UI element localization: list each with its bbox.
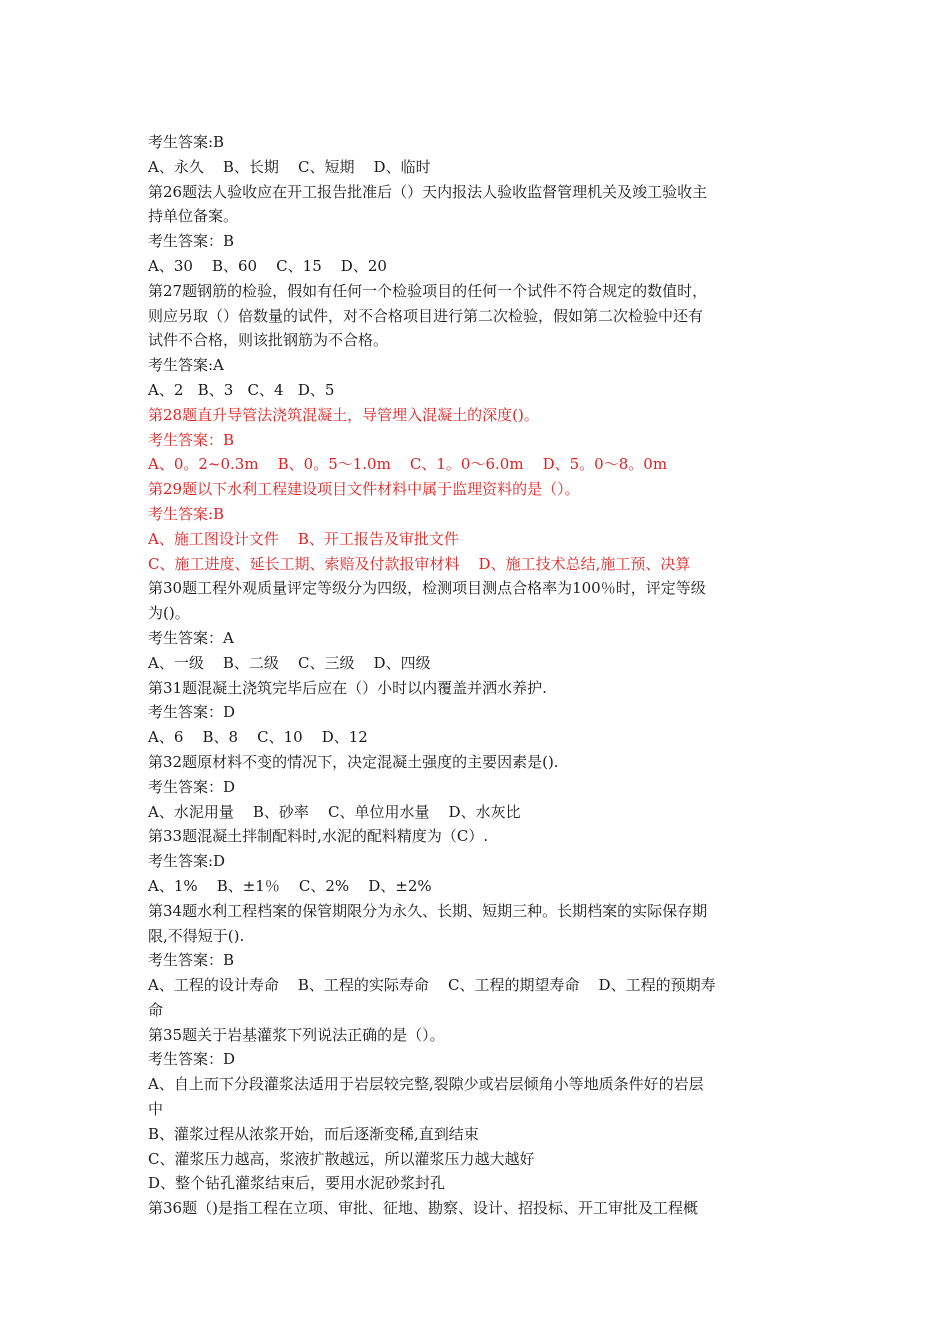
text-line: 试件不合格，则该批钢筋为不合格。 [148, 331, 389, 350]
text-line: 限,不得短于(). [148, 926, 245, 945]
text-line: 考生答案：D [148, 1050, 236, 1069]
text-line: 考生答案：D [148, 703, 236, 722]
text-line: B、灌浆过程从浓浆开始，而后逐渐变稀,直到结束 [148, 1124, 479, 1143]
text-line: 考生答案:B [148, 133, 225, 151]
text-line: A、施工图设计文件 B、开工报告及审批文件 [148, 529, 459, 548]
text-line: 考生答案：B [148, 430, 235, 449]
text-line: 第33题混凝土拌制配料时,水泥的配料精度为（C）. [148, 827, 489, 846]
text-line: 考生答案:A [148, 356, 224, 375]
text-line: A、6 B、8 C、10 D、12 [148, 728, 368, 747]
text-line: 考生答案:D [148, 852, 226, 871]
text-line: C、施工进度、延长工期、索赔及付款报审材料 D、施工技术总结,施工预、决算 [148, 554, 691, 573]
text-line: 考生答案：D [148, 777, 236, 796]
document-body [148, 130, 798, 1221]
text-line: 考生答案：B [148, 232, 235, 251]
text-line: A、30 B、60 C、15 D、20 [148, 256, 387, 275]
text-line: 第27题钢筋的检验，假如有任何一个检验项目的任何一个试件不符合规定的数值时， [148, 281, 708, 300]
text-line: A、水泥用量 B、砂率 C、单位用水量 D、水灰比 [148, 802, 521, 821]
text-line: A、自上而下分段灌浆法适用于岩层较完整,裂隙少或岩层倾角小等地质条件好的岩层 [148, 1075, 704, 1094]
text-line: 第31题混凝土浇筑完毕后应在（）小时以内覆盖并洒水养护. [148, 678, 547, 697]
text-line: 第36题（)是指工程在立项、审批、征地、勘察、设计、招投标、开工审批及工程概 [148, 1199, 698, 1218]
text-line: C、灌浆压力越高，浆液扩散越远，所以灌浆压力越大越好 [148, 1149, 535, 1168]
text-line: 命 [148, 1000, 164, 1019]
text-line: 考生答案:B [148, 504, 225, 523]
text-line: A、1% B、±1％ C、2% D、±2% [148, 876, 432, 895]
text-line: 则应另取（）倍数量的试件，对不合格项目进行第二次检验，假如第二次检验中还有 [148, 306, 704, 325]
text-line: 持单位备案。 [148, 207, 239, 226]
text-line: 第29题以下水利工程建设项目文件材料中属于监理资料的是（）。 [148, 480, 580, 499]
text-line: 中 [148, 1100, 164, 1119]
text-line: 第35题关于岩基灌浆下列说法正确的是（）。 [148, 1025, 445, 1044]
text-line: A、一级 B、二级 C、三级 D、四级 [148, 653, 431, 672]
text-line: 第34题水利工程档案的保管期限分为永久、长期、短期三种。长期档案的实际保存期 [148, 901, 708, 920]
text-line: 考生答案：B [148, 951, 235, 970]
text-line: A、永久 B、长期 C、短期 D、临时 [148, 157, 431, 176]
text-line: 第32题原材料不变的情况下，决定混凝土强度的主要因素是(). [148, 752, 559, 771]
text-line: 第26题法人验收应在开工报告批准后（）天内报法人验收监督管理机关及竣工验收主 [148, 182, 708, 201]
text-line: A、2 B、3 C、4 D、5 [148, 380, 335, 399]
text-line: 第30题工程外观质量评定等级分为四级，检测项目测点合格率为100％时，评定等级 [148, 579, 706, 598]
text-line: 考生答案：A [148, 628, 234, 647]
text-line: A、0。2~0.3m B、0。5～1.0m C、1。0～6.0m D、5。0～8。0m [148, 455, 668, 474]
text-line: 为()。 [148, 604, 190, 623]
text-line: 第28题直升导管法浇筑混凝土，导管埋入混凝土的深度()。 [148, 405, 539, 424]
text-line: A、工程的设计寿命 B、工程的实际寿命 C、工程的期望寿命 D、工程的预期寿 [148, 976, 716, 995]
text-line: D、整个钻孔灌浆结束后，要用水泥砂浆封孔 [148, 1174, 446, 1193]
